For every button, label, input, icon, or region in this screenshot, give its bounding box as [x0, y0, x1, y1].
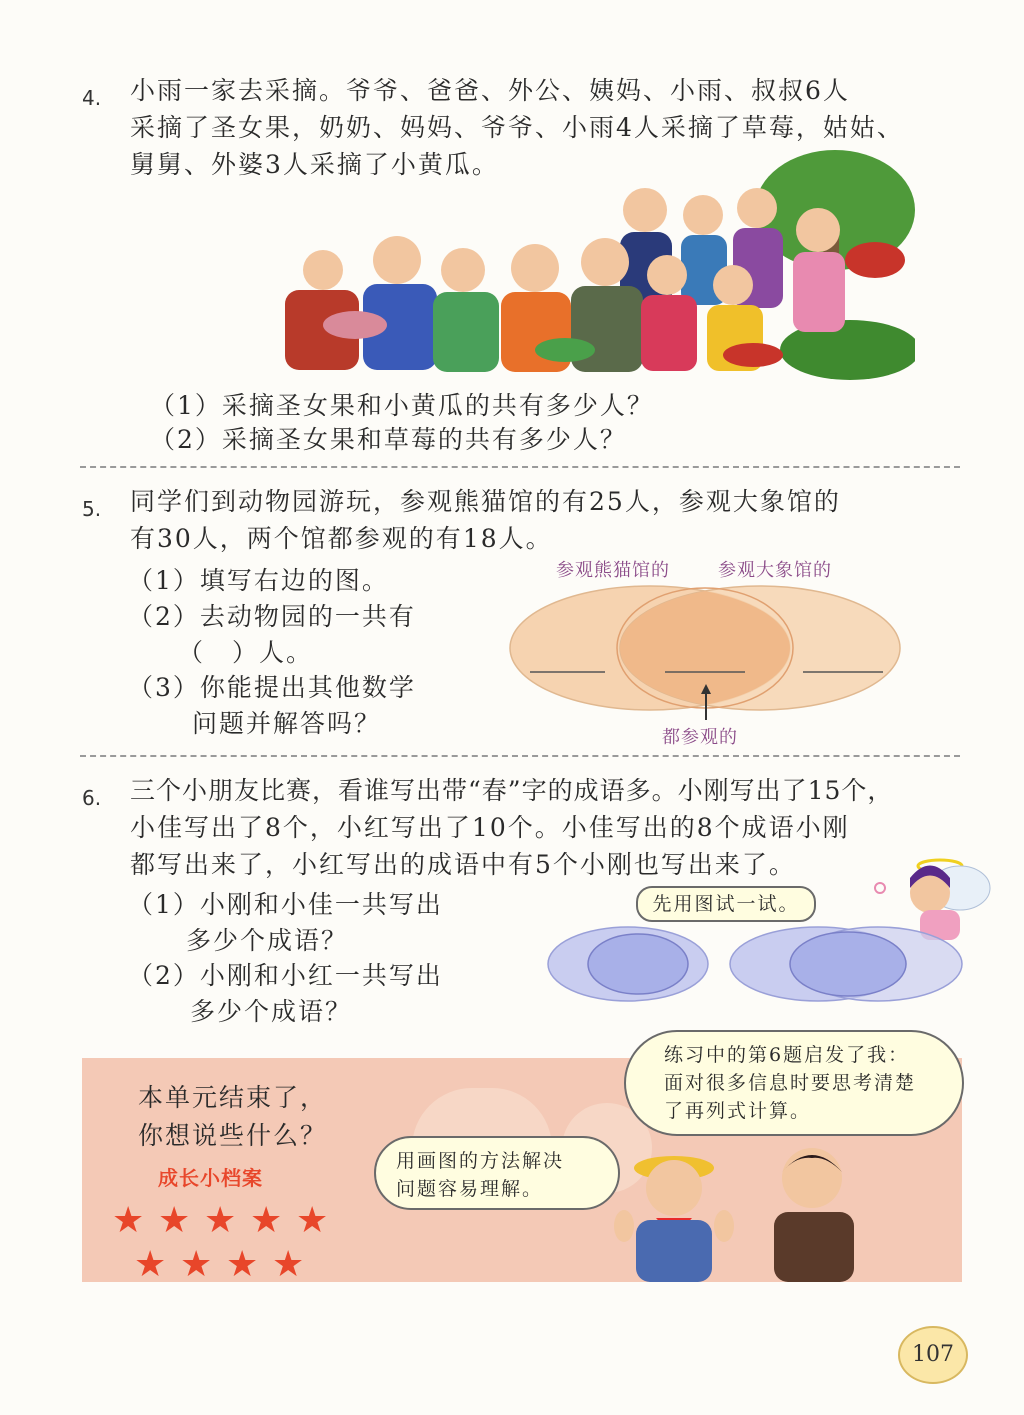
- problem-4-number: 4.: [82, 86, 102, 110]
- page-number-badge: [898, 1326, 968, 1384]
- divider-1: [80, 466, 960, 468]
- star-icon: ★: [226, 1244, 259, 1285]
- star-icon: ★: [134, 1244, 167, 1285]
- problem-4-line-2: 采摘了圣女果，奶奶、妈妈、爷爷、小雨4人采摘了草莓，姑姑、: [130, 113, 904, 142]
- speech-bubble-right: [624, 1030, 964, 1136]
- star-icon: ★: [204, 1200, 237, 1241]
- bubble-right-line-1: 练习中的第6题启发了我：: [664, 1044, 910, 1066]
- problem-4-line-3: 舅舅、外婆3人采摘了小黄瓜。: [130, 150, 499, 179]
- speech-bubble-left: [374, 1136, 620, 1210]
- bubble-left-line-2: 问题容易理解。: [396, 1178, 544, 1200]
- star-icon: ★: [112, 1200, 145, 1241]
- venn-label-elephant: 参观大象馆的: [718, 560, 832, 581]
- problem-6-line-2: 小佳写出了8个，小红写出了10个。小佳写出的8个成语小刚: [130, 813, 850, 842]
- problem-6-line-3: 都写出来了，小红写出的成语中有5个小刚也写出来了。: [130, 850, 796, 879]
- bubble-right-line-3: 了再列式计算。: [664, 1100, 812, 1122]
- problem-5-number: 5.: [82, 497, 102, 521]
- venn-label-panda: 参观熊猫馆的: [556, 560, 670, 581]
- star-icon: ★: [272, 1244, 305, 1285]
- problem-5-question-3-cont: 问题并解答吗？: [192, 709, 382, 738]
- hint-text: 先用图试一试。: [652, 893, 800, 915]
- problem-4-line-1: 小雨一家去采摘。爷爷、爸爸、外公、姨妈、小雨、叔叔6人: [130, 76, 850, 105]
- problem-5-line-2: 有30人，两个馆都参观的有18人。: [130, 524, 553, 553]
- growth-archive-title: 成长小档案: [158, 1166, 263, 1190]
- problem-6-question-2: （2）小刚和小红一共写出: [128, 961, 443, 990]
- star-icon: ★: [180, 1244, 213, 1285]
- star-icon: ★: [296, 1200, 329, 1241]
- summary-prompt-line-2: 你想说些什么？: [138, 1121, 328, 1150]
- page-number: 107: [912, 1342, 954, 1367]
- problem-6-question-2-cont: 多少个成语？: [190, 997, 353, 1026]
- two-children-illustration: [606, 1138, 866, 1282]
- problem-5-question-2: （2）去动物园的一共有: [128, 602, 416, 631]
- venn-diagram-xiaogang-xiaojia: [546, 925, 716, 1003]
- problem-6-question-1: （1）小刚和小佳一共写出: [128, 890, 443, 919]
- family-picking-illustration: [275, 150, 915, 380]
- problem-5-question-3: （3）你能提出其他数学: [128, 673, 416, 702]
- problem-5-question-1: （1）填写右边的图。: [128, 566, 389, 595]
- venn-label-both: 都参观的: [662, 727, 738, 748]
- venn-diagram-xiaogang-xiaohong: [728, 925, 964, 1003]
- problem-6-line-1: 三个小朋友比赛，看谁写出带“春”字的成语多。小刚写出了15个，: [130, 776, 894, 805]
- problem-6-question-1-cont: 多少个成语？: [186, 926, 349, 955]
- summary-prompt-line-1: 本单元结束了，: [138, 1083, 328, 1112]
- problem-6-number: 6.: [82, 786, 102, 810]
- hint-bubble: [636, 886, 816, 922]
- problem-4-question-1: （1）采摘圣女果和小黄瓜的共有多少人？: [150, 391, 654, 420]
- problem-4-question-2: （2）采摘圣女果和草莓的共有多少人？: [150, 425, 627, 454]
- star-icon: ★: [158, 1200, 191, 1241]
- problem-5-question-2-blank: （ ）人。: [178, 638, 314, 667]
- star-icon: ★: [250, 1200, 283, 1241]
- divider-2: [80, 755, 960, 757]
- venn-diagram-zoo: [505, 580, 905, 720]
- problem-5-line-1: 同学们到动物园游玩，参观熊猫馆的有25人，参观大象馆的: [130, 487, 841, 516]
- bubble-left-line-1: 用画图的方法解决: [396, 1150, 565, 1172]
- bubble-right-line-2: 面对很多信息时要思考清楚: [664, 1072, 917, 1094]
